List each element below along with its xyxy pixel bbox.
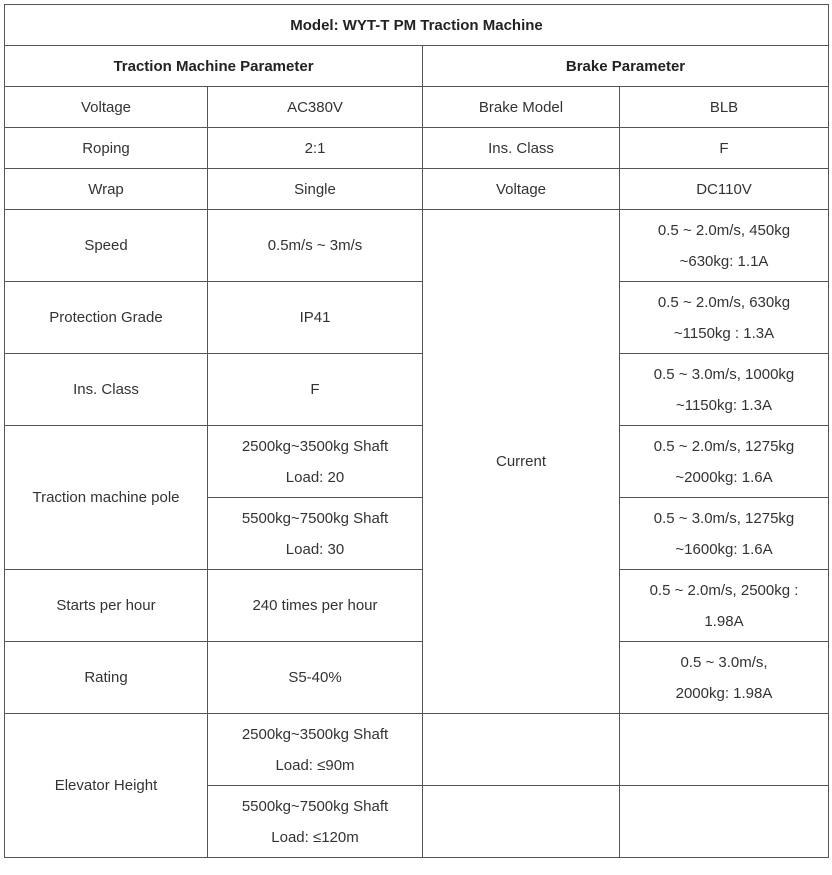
table-row	[5, 87, 829, 128]
protection-value: IP41	[208, 282, 423, 354]
pole-value-1: 2500kg~3500kg Shaft Load: 20	[208, 426, 423, 498]
table-row	[5, 169, 829, 210]
current-value-2: 0.5 ~ 2.0m/s, 630kg ~1150kg : 1.3A	[620, 282, 829, 354]
table-row	[5, 642, 829, 714]
brake-ins-class-label: Ins. Class	[423, 128, 620, 169]
starts-value: 240 times per hour	[208, 570, 423, 642]
table-row	[5, 714, 829, 786]
empty-cell	[620, 786, 829, 858]
brake-model-value: BLB	[620, 87, 829, 128]
height-value-2: 5500kg~7500kg Shaft Load: ≤120m	[208, 786, 423, 858]
table-row	[5, 570, 829, 642]
brake-model-label: Brake Model	[423, 87, 620, 128]
table-row	[5, 210, 829, 282]
current-value-3: 0.5 ~ 3.0m/s, 1000kg ~1150kg: 1.3A	[620, 354, 829, 426]
traction-header: Traction Machine Parameter	[5, 46, 423, 87]
brake-header: Brake Parameter	[423, 46, 829, 87]
ins-class-value: F	[208, 354, 423, 426]
table-row	[5, 426, 829, 498]
spec-table	[4, 4, 829, 858]
brake-voltage-value: DC110V	[620, 169, 829, 210]
wrap-label: Wrap	[5, 169, 208, 210]
current-value-4: 0.5 ~ 2.0m/s, 1275kg ~2000kg: 1.6A	[620, 426, 829, 498]
current-value-1: 0.5 ~ 2.0m/s, 450kg ~630kg: 1.1A	[620, 210, 829, 282]
current-value-6: 0.5 ~ 2.0m/s, 2500kg : 1.98A	[620, 570, 829, 642]
table-row	[5, 282, 829, 354]
pole-value-2: 5500kg~7500kg Shaft Load: 30	[208, 498, 423, 570]
speed-value: 0.5m/s ~ 3m/s	[208, 210, 423, 282]
brake-voltage-label: Voltage	[423, 169, 620, 210]
voltage-label: Voltage	[5, 87, 208, 128]
starts-label: Starts per hour	[5, 570, 208, 642]
wrap-value: Single	[208, 169, 423, 210]
table-row	[5, 128, 829, 169]
rating-value: S5-40%	[208, 642, 423, 714]
empty-cell	[620, 714, 829, 786]
table-row	[5, 354, 829, 426]
height-label: Elevator Height	[5, 714, 208, 858]
current-value-7: 0.5 ~ 3.0m/s, 2000kg: 1.98A	[620, 642, 829, 714]
table-title: Model: WYT-T PM Traction Machine	[5, 5, 829, 46]
roping-value: 2:1	[208, 128, 423, 169]
roping-label: Roping	[5, 128, 208, 169]
rating-label: Rating	[5, 642, 208, 714]
speed-label: Speed	[5, 210, 208, 282]
empty-cell	[423, 786, 620, 858]
current-label: Current	[423, 210, 620, 714]
height-value-1: 2500kg~3500kg Shaft Load: ≤90m	[208, 714, 423, 786]
protection-label: Protection Grade	[5, 282, 208, 354]
ins-class-label: Ins. Class	[5, 354, 208, 426]
pole-label: Traction machine pole	[5, 426, 208, 570]
voltage-value: AC380V	[208, 87, 423, 128]
current-value-5: 0.5 ~ 3.0m/s, 1275kg ~1600kg: 1.6A	[620, 498, 829, 570]
empty-cell	[423, 714, 620, 786]
brake-ins-class-value: F	[620, 128, 829, 169]
